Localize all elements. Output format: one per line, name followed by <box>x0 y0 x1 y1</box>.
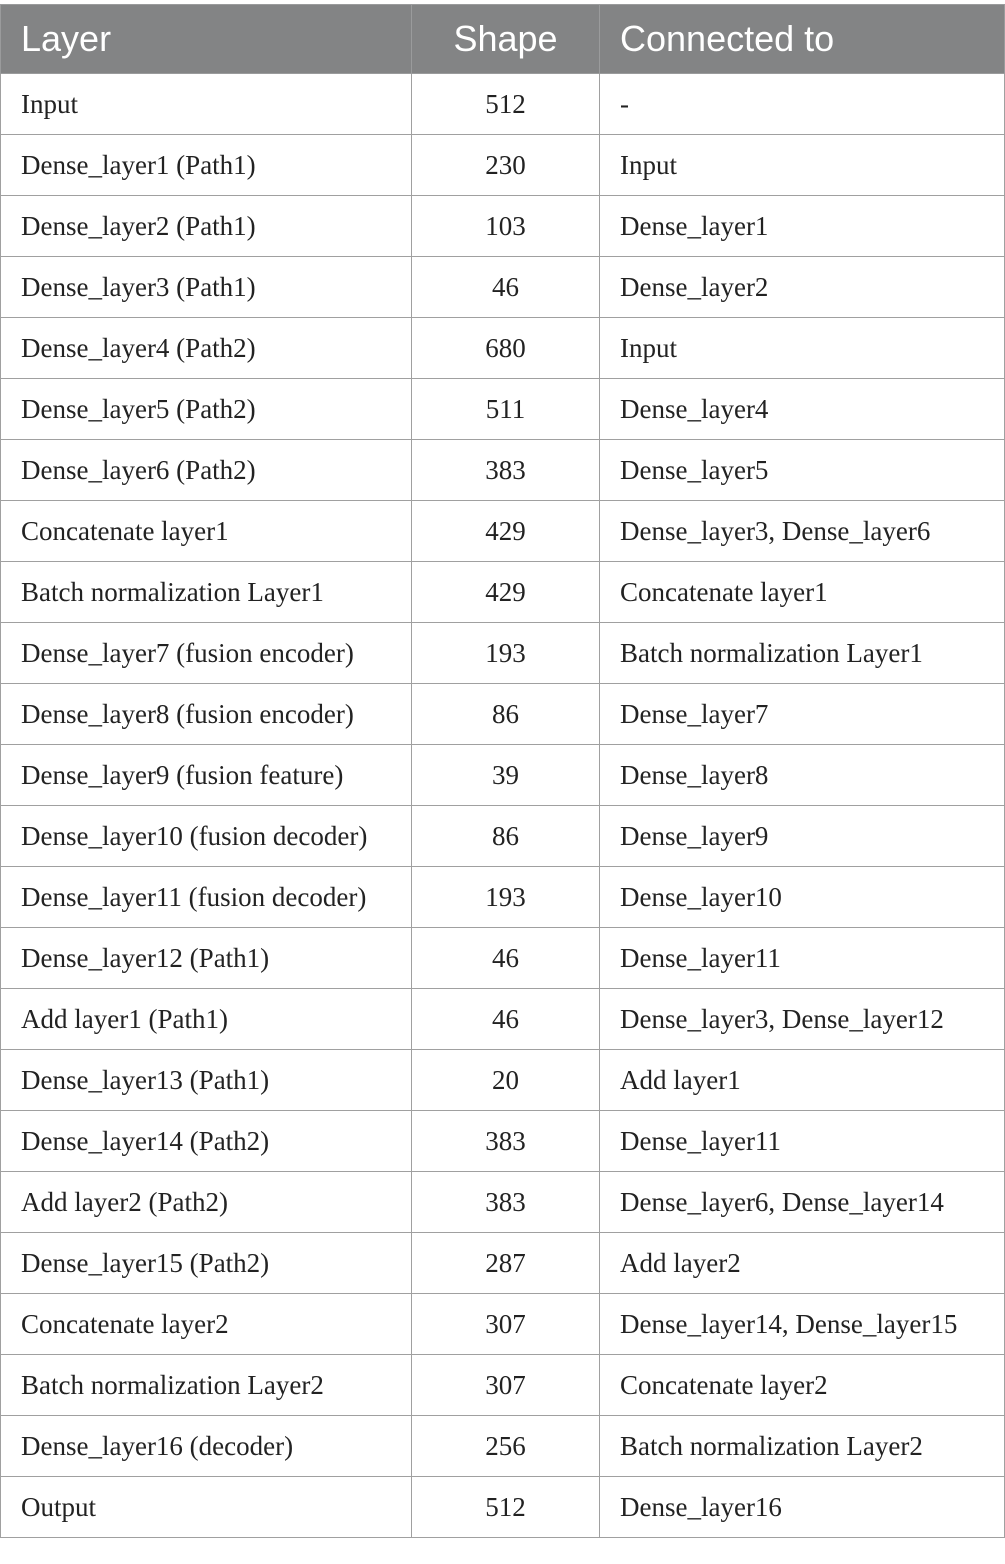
cell-connected-to: Dense_layer3, Dense_layer12 <box>600 989 1005 1050</box>
cell-connected-to: Input <box>600 135 1005 196</box>
cell-layer: Dense_layer4 (Path2) <box>1 318 412 379</box>
cell-layer: Dense_layer10 (fusion decoder) <box>1 806 412 867</box>
cell-shape: 46 <box>412 989 600 1050</box>
table-row <box>1 1111 1005 1172</box>
table-row <box>1 440 1005 501</box>
cell-layer: Add layer1 (Path1) <box>1 989 412 1050</box>
cell-shape: 307 <box>412 1355 600 1416</box>
cell-connected-to: Concatenate layer1 <box>600 562 1005 623</box>
table-row <box>1 928 1005 989</box>
cell-layer: Add layer2 (Path2) <box>1 1172 412 1233</box>
table-row <box>1 1233 1005 1294</box>
header-layer: Layer <box>1 5 412 74</box>
cell-connected-to: Dense_layer4 <box>600 379 1005 440</box>
cell-connected-to: Dense_layer11 <box>600 928 1005 989</box>
cell-layer: Dense_layer5 (Path2) <box>1 379 412 440</box>
cell-shape: 680 <box>412 318 600 379</box>
cell-shape: 429 <box>412 562 600 623</box>
cell-connected-to: Dense_layer2 <box>600 257 1005 318</box>
cell-layer: Dense_layer15 (Path2) <box>1 1233 412 1294</box>
cell-layer: Dense_layer12 (Path1) <box>1 928 412 989</box>
cell-connected-to: Dense_layer8 <box>600 745 1005 806</box>
cell-connected-to: Dense_layer3, Dense_layer6 <box>600 501 1005 562</box>
cell-layer: Dense_layer9 (fusion feature) <box>1 745 412 806</box>
table-row <box>1 501 1005 562</box>
cell-connected-to: Dense_layer7 <box>600 684 1005 745</box>
cell-connected-to: Dense_layer16 <box>600 1477 1005 1538</box>
cell-layer: Dense_layer2 (Path1) <box>1 196 412 257</box>
cell-connected-to: Dense_layer6, Dense_layer14 <box>600 1172 1005 1233</box>
cell-shape: 193 <box>412 867 600 928</box>
header-shape: Shape <box>412 5 600 74</box>
cell-shape: 86 <box>412 684 600 745</box>
cell-connected-to: - <box>600 74 1005 135</box>
table-row <box>1 745 1005 806</box>
cell-layer: Dense_layer1 (Path1) <box>1 135 412 196</box>
table-row <box>1 1477 1005 1538</box>
cell-layer: Output <box>1 1477 412 1538</box>
cell-layer: Dense_layer7 (fusion encoder) <box>1 623 412 684</box>
cell-connected-to: Dense_layer9 <box>600 806 1005 867</box>
cell-layer: Dense_layer16 (decoder) <box>1 1416 412 1477</box>
cell-connected-to: Add layer1 <box>600 1050 1005 1111</box>
table-row <box>1 1416 1005 1477</box>
cell-layer: Dense_layer13 (Path1) <box>1 1050 412 1111</box>
cell-shape: 46 <box>412 257 600 318</box>
cell-connected-to: Add layer2 <box>600 1233 1005 1294</box>
cell-shape: 46 <box>412 928 600 989</box>
cell-connected-to: Dense_layer1 <box>600 196 1005 257</box>
cell-shape: 39 <box>412 745 600 806</box>
header-row <box>1 5 1005 74</box>
table-row <box>1 989 1005 1050</box>
table-row <box>1 867 1005 928</box>
cell-layer: Concatenate layer1 <box>1 501 412 562</box>
cell-layer: Input <box>1 74 412 135</box>
cell-shape: 103 <box>412 196 600 257</box>
cell-shape: 383 <box>412 440 600 501</box>
cell-connected-to: Batch normalization Layer2 <box>600 1416 1005 1477</box>
cell-layer: Dense_layer14 (Path2) <box>1 1111 412 1172</box>
cell-connected-to: Dense_layer5 <box>600 440 1005 501</box>
table-row <box>1 1355 1005 1416</box>
table-header <box>1 5 1005 74</box>
cell-layer: Dense_layer8 (fusion encoder) <box>1 684 412 745</box>
table-row <box>1 806 1005 867</box>
cell-shape: 512 <box>412 74 600 135</box>
cell-connected-to: Dense_layer10 <box>600 867 1005 928</box>
cell-shape: 287 <box>412 1233 600 1294</box>
table-row <box>1 196 1005 257</box>
table-row <box>1 257 1005 318</box>
cell-connected-to: Dense_layer11 <box>600 1111 1005 1172</box>
cell-layer: Dense_layer11 (fusion decoder) <box>1 867 412 928</box>
cell-layer: Dense_layer3 (Path1) <box>1 257 412 318</box>
cell-shape: 256 <box>412 1416 600 1477</box>
table-row <box>1 562 1005 623</box>
layer-table-container <box>0 4 1005 1538</box>
table-row <box>1 684 1005 745</box>
table-body <box>1 74 1005 1538</box>
table-row <box>1 1172 1005 1233</box>
cell-shape: 86 <box>412 806 600 867</box>
cell-shape: 511 <box>412 379 600 440</box>
cell-layer: Batch normalization Layer2 <box>1 1355 412 1416</box>
cell-shape: 383 <box>412 1172 600 1233</box>
cell-connected-to: Input <box>600 318 1005 379</box>
cell-shape: 307 <box>412 1294 600 1355</box>
table-row <box>1 1294 1005 1355</box>
cell-connected-to: Dense_layer14, Dense_layer15 <box>600 1294 1005 1355</box>
cell-shape: 383 <box>412 1111 600 1172</box>
table-row <box>1 1050 1005 1111</box>
layer-table <box>0 4 1005 1538</box>
table-row <box>1 623 1005 684</box>
header-connected-to: Connected to <box>600 5 1005 74</box>
table-row <box>1 318 1005 379</box>
cell-shape: 20 <box>412 1050 600 1111</box>
cell-shape: 429 <box>412 501 600 562</box>
cell-connected-to: Batch normalization Layer1 <box>600 623 1005 684</box>
cell-shape: 193 <box>412 623 600 684</box>
table-row <box>1 135 1005 196</box>
cell-layer: Dense_layer6 (Path2) <box>1 440 412 501</box>
cell-connected-to: Concatenate layer2 <box>600 1355 1005 1416</box>
table-row <box>1 74 1005 135</box>
cell-layer: Concatenate layer2 <box>1 1294 412 1355</box>
cell-shape: 512 <box>412 1477 600 1538</box>
cell-layer: Batch normalization Layer1 <box>1 562 412 623</box>
cell-shape: 230 <box>412 135 600 196</box>
table-row <box>1 379 1005 440</box>
